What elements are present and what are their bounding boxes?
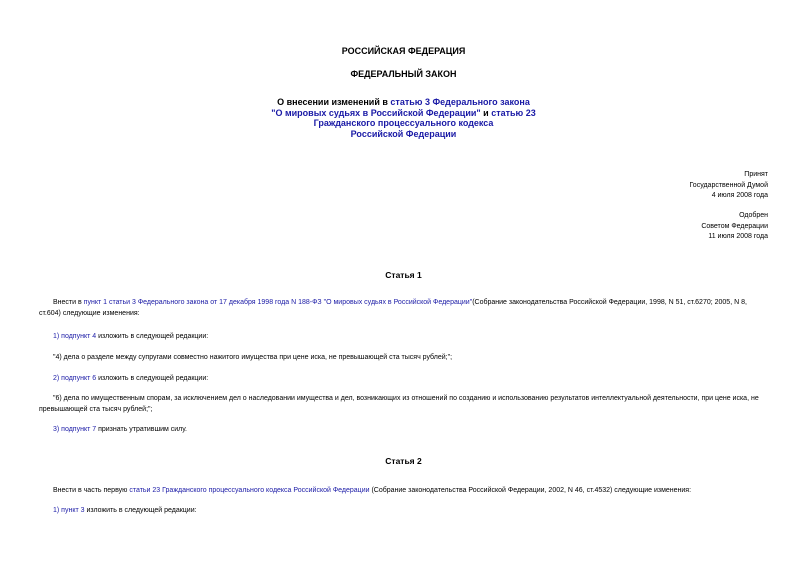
article-1-intro [39, 298, 768, 319]
article-2-intro [39, 486, 768, 497]
country-heading: РОССИЙСКАЯ ФЕДЕРАЦИЯ [341, 46, 466, 56]
article-1-item-2 [39, 374, 768, 385]
paragraph-text: изложить в следующей редакции: [84, 507, 197, 514]
law-title-link-article-23[interactable]: статью 23 [491, 107, 536, 118]
adoption-duma [689, 170, 768, 202]
paragraph-text: Внести в [53, 299, 84, 306]
law-title-line-3 [0, 118, 807, 129]
law-title-link-law-name[interactable]: "О мировых судьях в Российской Федерации" [271, 107, 481, 118]
law-188-fz-link[interactable]: пункт 1 статьи 3 Федерального закона от 17 декабря 1998 года N 188-ФЗ "О мировых судьях в Российской Федерации" [83, 299, 473, 306]
paragraph-text: изложить в следующей редакции: [96, 333, 209, 340]
paragraph-text: (Собрание законодательства Российской Федерации, 2002, N 46, ст.4532) следующие изменения: [369, 487, 692, 494]
law-title-text: О внесении изменений в [277, 97, 391, 107]
law-title-link-article-3[interactable]: статью 3 Федерального закона [390, 97, 530, 107]
item-number-link[interactable]: 1) [53, 507, 62, 514]
law-title-link-code[interactable]: Гражданского процессуального кодекса [313, 118, 494, 128]
item-number-link[interactable]: 1) [53, 333, 62, 340]
point-3-link[interactable]: пункт 3 [61, 507, 85, 514]
gpk-article-23-link[interactable]: статьи 23 Гражданского процессуального кодекса Российской Федерации [129, 487, 370, 494]
adoption-body: Государственной Думой [689, 181, 768, 189]
article-2-heading: Статья 2 [385, 456, 422, 466]
article-1-heading: Статья 1 [385, 270, 422, 280]
subpoint-4-link[interactable]: подпункт 4 [61, 333, 97, 340]
law-title-line-1 [0, 97, 807, 108]
law-title-line-2 [0, 108, 807, 119]
law-title [0, 97, 807, 139]
approval-body: Советом Федерации [701, 222, 768, 230]
approval-date: 11 июля 2008 года [708, 233, 768, 240]
adoption-date: 4 июля 2008 года [711, 192, 768, 199]
item-number-link[interactable]: 3) [53, 426, 62, 433]
article-1-quote-1: "4) дела о разделе между супругами совместно нажитого имущества при цене иска, не превышающей ста тысяч рублей;"; [53, 354, 453, 361]
subpoint-7-link[interactable]: подпункт 7 [61, 426, 97, 433]
approval-label: Одобрен [739, 212, 768, 219]
law-title-link-rf[interactable]: Российской Федерации [350, 128, 457, 139]
subpoint-6-link[interactable]: подпункт 6 [61, 375, 97, 382]
paragraph-text: Внести в часть первую [53, 487, 130, 494]
article-1-quote-2: "6) дела по имущественным спорам, за исключением дел о наследовании имущества и дел, возникающих из отношений по созданию и использованию результатов интеллектуальной деятельности, при цене иска, не превышающей ста тысяч рублей;"; [39, 395, 759, 413]
adoption-accepted: Принят [744, 171, 768, 178]
adoption-federation-council [701, 211, 768, 243]
law-title-text: и [480, 107, 492, 118]
item-number-link[interactable]: 2) [53, 375, 62, 382]
article-2-item-1 [39, 506, 768, 517]
law-title-line-4 [0, 129, 807, 140]
doc-type-heading: ФЕДЕРАЛЬНЫЙ ЗАКОН [350, 69, 457, 79]
article-1-item-3 [39, 425, 768, 436]
paragraph-text: признать утратившим силу. [96, 426, 187, 433]
article-1-item-1 [39, 332, 768, 343]
paragraph-text: изложить в следующей редакции: [96, 375, 209, 382]
paragraph-text: (Собрание законодательства Российской Федерации, 1998, N 51, ст.6270; 2005, N 8, ст.604) следующие изменения: [39, 299, 747, 317]
